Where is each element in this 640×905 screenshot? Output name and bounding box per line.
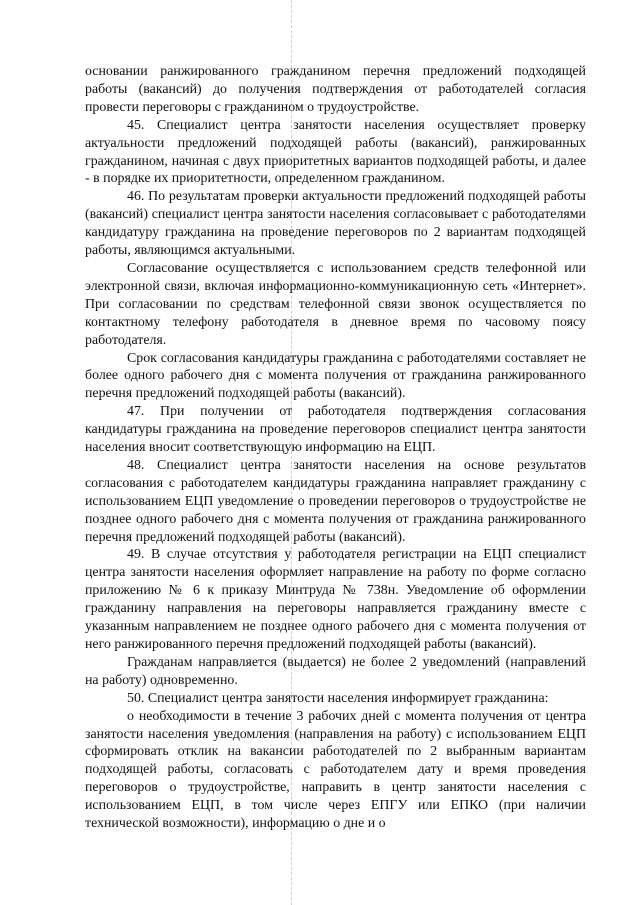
paragraph-notification-limit: Гражданам направляется (выдается) не более 2 уведомлений (направлений на работу) одновременно. <box>85 654 586 688</box>
paragraph-agreement-term: Срок согласования кандидатуры гражданина с работодателями составляет не более одного рабочего дня с момента получения от гражданина ранжированного перечня предложений подходящей работы (вакансий). <box>85 350 586 402</box>
paragraph-50-item: о необходимости в течение 3 рабочих дней с момента получения от центра занятости населения уведомления (направления на работу) с использованием ЕЦП сформировать отклик на вакансии работодателей по 2 выбранным вариантам подходящей работы, согласовать с работодателем дату и время проведения переговоров о трудоустройстве, направить в центр занятости населения с использованием ЕЦП, в том числе через ЕПГУ или ЕПКО (при наличии технической возможности), информацию о дне и о <box>85 708 586 832</box>
paragraph-50: 50. Специалист центра занятости населения информирует гражданина: <box>127 690 549 706</box>
paragraph-continuation: основании ранжированного гражданином перечня предложений подходящей работы (вакансий) до получения подтверждения от работодателей согласия провести переговоры с гражданином о трудоустройстве. <box>85 64 586 115</box>
paragraph-45: 45. Специалист центра занятости населения осуществляет проверку актуальности предложений подходящей работы (вакансий), ранжированных гражданином, начиная с двух приоритетных вариантов подходящей работы, и далее - в порядке их приоритетности, определенном гражданином. <box>85 117 586 187</box>
document-body <box>85 63 586 833</box>
paragraph-49: 49. В случае отсутствия у работодателя регистрации на ЕЦП специалист центра занятости населения оформляет направление на работу по форме согласно приложению № 6 к приказу Минтруда № 738н. Уведомление об оформлении гражданину направления на переговоры направляется гражданину вместе с указанным направлением не позднее одного рабочего дня с момента получения от него ранжированного перечня предложений подходящей работы (вакансий). <box>85 547 586 652</box>
paragraph-agreement-method: Согласование осуществляется с использованием средств телефонной или электронной связи, включая информационно-коммуникационную сеть «Интернет». При согласовании по средствам телефонной связи звонок осуществляется по контактному телефону работодателя в дневное время по часовому поясу работодателя. <box>85 260 586 348</box>
paragraph-48: 48. Специалист центра занятости населения на основе результатов согласования с работодателем кандидатуры гражданина направляет гражданину с использованием ЕЦП уведомление о проведении переговоров о трудоустройстве не позднее одного рабочего дня с момента получения от гражданина ранжированного перечня предложений подходящей работы (вакансий). <box>85 457 586 545</box>
paragraph-47: 47. При получении от работодателя подтверждения согласования кандидатуры гражданина на проведение переговоров специалист центра занятости населения вносит соответствующую информацию на ЕЦП. <box>85 404 586 456</box>
paragraph-46: 46. По результатам проверки актуальности предложений подходящей работы (вакансий) специалист центра занятости населения согласовывает с работодателями кандидатуру гражданина на проведение переговоров по 2 вариантам подходящей работы, являющимся актуальными. <box>85 189 586 259</box>
